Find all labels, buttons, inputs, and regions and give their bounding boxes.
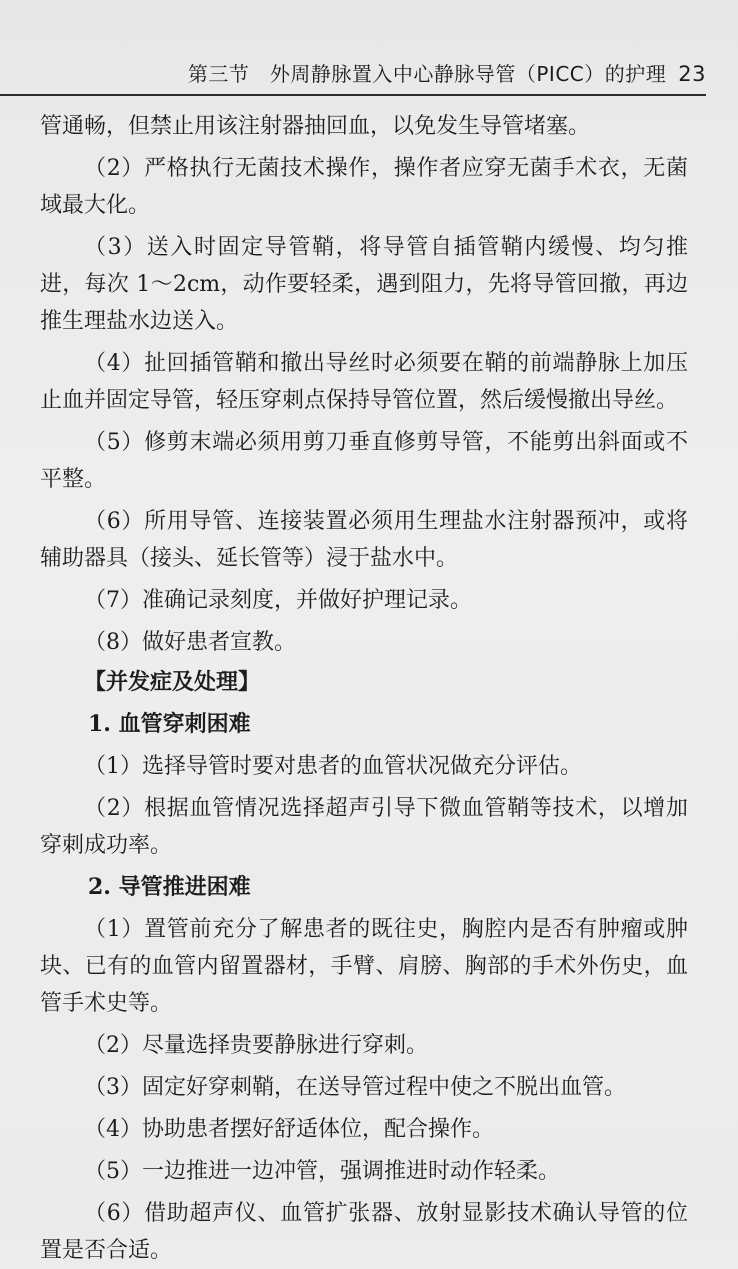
subsection-heading-1: 1. 血管穿刺困难: [88, 711, 251, 737]
list-item: （1）置管前充分了解患者的既往史，胸腔内是否有肿瘤或肿块、已有的血管内留置器材，手臂、肩膀、胸部的手术外伤史，血管手术史等。: [40, 917, 688, 1016]
running-header: [0, 58, 706, 87]
chapter-title: 第三节 外周静脉置入中心静脉导管（PICC）的护理: [187, 62, 667, 86]
list-item: （4）协助患者摆好舒适体位，配合操作。: [84, 1117, 494, 1142]
paragraph-item-2: （2）严格执行无菌技术操作，操作者应穿无菌手术衣，无菌域最大化。: [40, 156, 688, 218]
paragraph-item-4: （4）扯回插管鞘和撤出导丝时必须要在鞘的前端静脉上加压止血并固定导管，轻压穿刺点保持导管位置，然后缓慢撤出导丝。: [40, 351, 688, 413]
list-item: （1）选择导管时要对患者的血管状况做充分评估。: [84, 754, 582, 779]
subsection-heading-2: 2. 导管推进困难: [88, 874, 251, 900]
header-rule: [0, 94, 706, 96]
paragraph-item-3: （3）送入时固定导管鞘，将导管自插管鞘内缓慢、均匀推进，每次 1～2cm，动作要轻柔，遇到阻力，先将导管回撤，再边推生理盐水边送入。: [40, 235, 688, 334]
list-item: （6）借助超声仪、血管扩张器、放射显影技术确认导管的位置是否合适。: [40, 1201, 688, 1263]
paragraph-item-5: （5）修剪末端必须用剪刀垂直修剪导管，不能剪出斜面或不平整。: [40, 430, 688, 492]
list-item: （5）一边推进一边冲管，强调推进时动作轻柔。: [84, 1159, 560, 1184]
paragraph-item-7: （7）准确记录刻度，并做好护理记录。: [84, 588, 472, 613]
section-heading: 【并发症及处理】: [84, 669, 261, 695]
list-item: （2）根据血管情况选择超声引导下微血管鞘等技术，以增加穿刺成功率。: [40, 796, 688, 858]
paragraph-continued: 管通畅，但禁止用该注射器抽回血，以免发生导管堵塞。: [40, 114, 591, 139]
page-number: 23: [678, 62, 706, 86]
paragraph-item-6: （6）所用导管、连接装置必须用生理盐水注射器预冲，或将辅助器具（接头、延长管等）浸于盐水中。: [40, 509, 688, 571]
body-text: [40, 108, 688, 1269]
paragraph-item-8: （8）做好患者宣教。: [84, 630, 296, 655]
list-item: （3）固定好穿刺鞘，在送导管过程中使之不脱出血管。: [84, 1075, 626, 1100]
list-item: （2）尽量选择贵要静脉进行穿刺。: [84, 1033, 428, 1058]
